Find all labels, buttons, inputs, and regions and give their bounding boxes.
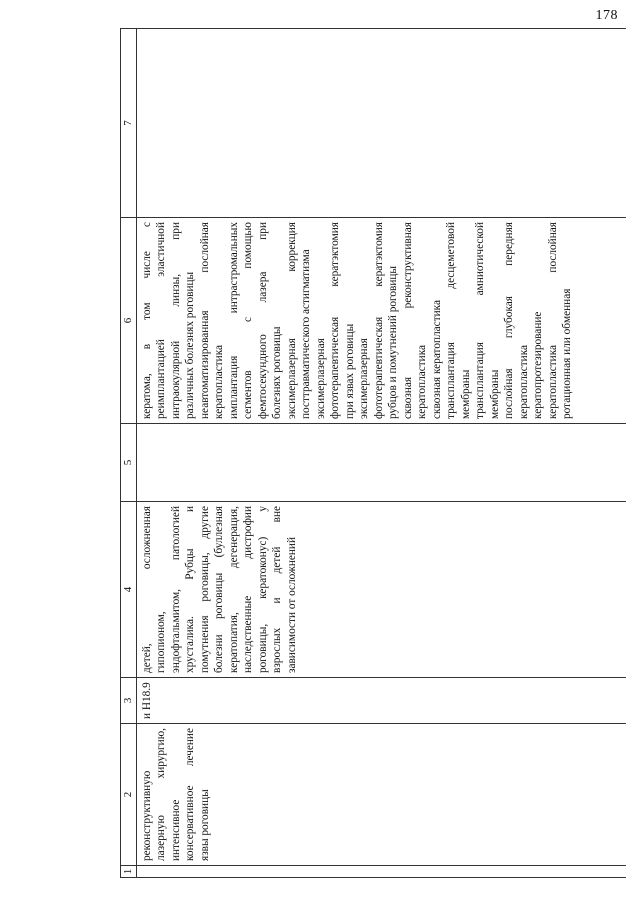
page-number: 178: [595, 8, 618, 23]
cell-line: интенсивное: [169, 799, 182, 861]
column-number-7: 7: [121, 29, 137, 218]
cell-line: фототерапевтическая кератэктомия: [329, 222, 341, 419]
cell-line: кератопластика: [213, 344, 225, 419]
cell-line: фемтосекундного лазера при: [256, 222, 269, 419]
cell-line: ротационная или обменная: [561, 288, 573, 419]
cell-col1: [136, 866, 626, 878]
cell-line: кератома, в том числе с: [140, 222, 153, 419]
cell-col5: [136, 424, 626, 502]
cell-line: мембраны: [459, 369, 472, 419]
cell-line: кератопатия, дегенерация,: [227, 506, 240, 673]
cell-line: эксимерлазерная: [358, 338, 370, 419]
column-number-6: 6: [121, 218, 137, 424]
cell-line: кератопластика послойная: [546, 222, 559, 419]
cell-col7: [136, 29, 626, 218]
cell-line: трансплантация десцеметовой: [445, 222, 457, 419]
cell-line: лазерную хирургию,: [155, 728, 167, 861]
cell-line: взрослых и детей вне: [271, 506, 283, 673]
cell-line: реимплантацией эластичной: [155, 222, 167, 419]
cell-line: сквозная кератопластика: [430, 299, 443, 419]
cell-line: сегментов с помощью: [242, 222, 254, 419]
cell-line: болезнях роговицы: [271, 326, 283, 419]
cell-line: консервативное лечение: [184, 728, 196, 861]
cell-line: язвы роговицы: [198, 789, 211, 861]
cell-line: фототерапевтическая кератэктомия: [372, 222, 385, 419]
cell-col2-treatment: [136, 724, 626, 866]
cell-line: мембраны: [488, 369, 501, 419]
cell-line: эксимерлазерная коррекция: [285, 222, 298, 419]
column-number-1: 1: [121, 866, 137, 878]
cell-line: кератопластика: [416, 344, 428, 419]
cell-col4-diagnosis: [136, 502, 626, 678]
cell-line: при язвах роговицы: [343, 323, 356, 419]
cell-line: реконструктивную: [140, 770, 153, 861]
cell-line: рубцов и помутнений роговицы: [387, 265, 399, 419]
cell-line: гипопионом,: [155, 611, 167, 673]
table-row: [136, 29, 626, 878]
cell-line: различных болезнях роговицы: [184, 271, 196, 419]
cell-line: помутнения роговицы, другие: [198, 506, 211, 673]
cell-line: хрусталика. Рубцы и: [184, 506, 196, 673]
cell-line: кератопротезирование: [532, 311, 544, 419]
cell-line: болезни роговицы (буллезная: [213, 506, 225, 673]
treatment-table: [120, 28, 626, 878]
cell-line: трансплантация амниотической: [474, 222, 486, 419]
cell-line: послойная глубокая передняя: [503, 222, 515, 419]
column-number-2: 2: [121, 724, 137, 866]
column-number-3: 3: [121, 678, 137, 724]
cell-line: неавтоматизированная послойная: [198, 222, 211, 419]
cell-line: роговицы, кератоконус) у: [256, 506, 269, 673]
cell-line: имплантация интрастромальных: [227, 222, 240, 419]
cell-col3-code: [136, 678, 626, 724]
cell-line: посттравматического астигматизма: [300, 249, 312, 419]
cell-line: эндофтальмитом, патологией: [169, 506, 182, 673]
cell-line: сквозная реконструктивная: [401, 222, 414, 419]
cell-line: и H18.9: [140, 682, 153, 719]
column-number-row: [121, 29, 137, 878]
cell-line: зависимости от осложнений: [285, 536, 298, 673]
cell-line: наследственные дистрофии: [242, 506, 254, 673]
rotated-table-wrapper: [120, 28, 625, 878]
column-number-4: 4: [121, 502, 137, 678]
cell-line: интраокулярной линзы, при: [169, 222, 182, 419]
cell-col6-methods: [136, 218, 626, 424]
cell-line: детей, осложненная: [140, 506, 153, 673]
cell-line: эксимерлазерная: [314, 338, 327, 419]
column-number-5: 5: [121, 424, 137, 502]
cell-line: кератопластика: [517, 344, 530, 419]
